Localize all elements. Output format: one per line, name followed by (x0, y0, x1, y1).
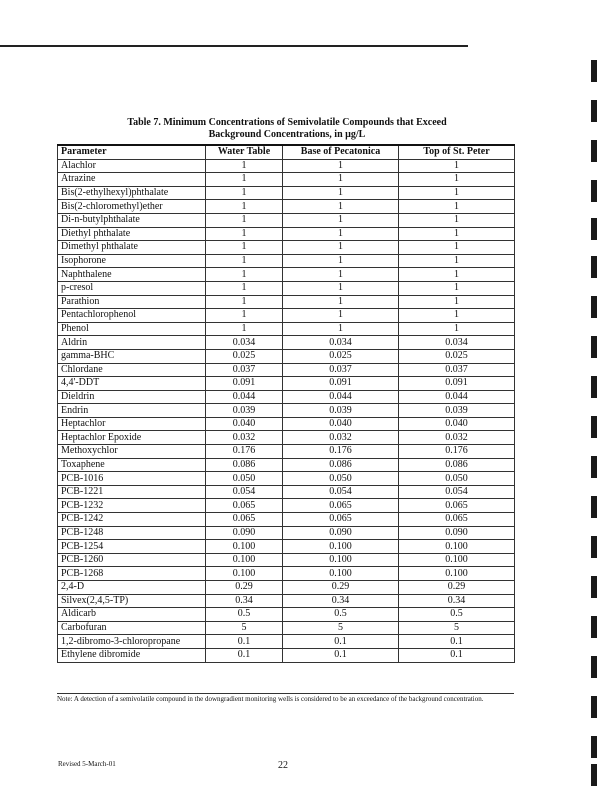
value-cell: 1 (206, 186, 283, 200)
value-cell: 0.29 (206, 581, 283, 595)
value-cell: 0.065 (283, 499, 399, 513)
table-row (58, 553, 515, 567)
table-row (58, 635, 515, 649)
table-row (58, 485, 515, 499)
value-cell: 0.039 (399, 404, 515, 418)
value-cell: 0.5 (399, 608, 515, 622)
value-cell: 0.034 (206, 336, 283, 350)
value-cell: 0.037 (206, 363, 283, 377)
parameter-cell: 4,4'-DDT (58, 377, 206, 391)
value-cell: 1 (399, 281, 515, 295)
table-row (58, 241, 515, 255)
table-row (58, 377, 515, 391)
value-cell: 0.100 (399, 553, 515, 567)
value-cell: 0.044 (206, 390, 283, 404)
edge-mark (591, 496, 597, 518)
header-top-of-st-peter: Top of St. Peter (399, 145, 515, 159)
value-cell: 0.1 (283, 648, 399, 662)
edge-mark (591, 180, 597, 202)
revision-date: Revised 5-March-01 (58, 760, 116, 768)
value-cell: 1 (283, 322, 399, 336)
parameter-cell: Toxaphene (58, 458, 206, 472)
table-row (58, 322, 515, 336)
table-row (58, 499, 515, 513)
edge-mark (591, 764, 597, 786)
edge-mark (591, 456, 597, 478)
value-cell: 0.044 (399, 390, 515, 404)
value-cell: 0.034 (399, 336, 515, 350)
value-cell: 0.050 (206, 472, 283, 486)
value-cell: 1 (283, 281, 399, 295)
value-cell: 1 (283, 200, 399, 214)
edge-mark (591, 696, 597, 718)
parameter-cell: PCB-1268 (58, 567, 206, 581)
edge-mark (591, 416, 597, 438)
value-cell: 0.037 (399, 363, 515, 377)
value-cell: 0.065 (206, 513, 283, 527)
value-cell: 0.086 (283, 458, 399, 472)
value-cell: 1 (399, 254, 515, 268)
value-cell: 0.039 (206, 404, 283, 418)
edge-mark (591, 336, 597, 358)
page-number: 22 (278, 760, 288, 771)
parameter-cell: Methoxychlor (58, 445, 206, 459)
table-row (58, 581, 515, 595)
parameter-cell: Chlordane (58, 363, 206, 377)
value-cell: 0.1 (283, 635, 399, 649)
value-cell: 1 (283, 295, 399, 309)
table-row (58, 295, 515, 309)
value-cell: 0.34 (206, 594, 283, 608)
value-cell: 1 (283, 268, 399, 282)
table-row (58, 648, 515, 662)
value-cell: 1 (283, 159, 399, 173)
parameter-cell: Atrazine (58, 173, 206, 187)
value-cell: 0.025 (399, 349, 515, 363)
parameter-cell: Dimethyl phthalate (58, 241, 206, 255)
value-cell: 1 (206, 159, 283, 173)
value-cell: 0.091 (206, 377, 283, 391)
table-row (58, 445, 515, 459)
value-cell: 1 (283, 227, 399, 241)
value-cell: 0.040 (399, 417, 515, 431)
value-cell: 5 (399, 621, 515, 635)
value-cell: 5 (283, 621, 399, 635)
top-rule (0, 45, 468, 47)
value-cell: 0.1 (206, 648, 283, 662)
parameter-cell: PCB-1242 (58, 513, 206, 527)
edge-mark (591, 218, 597, 240)
parameter-cell: gamma-BHC (58, 349, 206, 363)
table-row (58, 268, 515, 282)
table-row (58, 254, 515, 268)
edge-mark (591, 576, 597, 598)
header-water-table: Water Table (206, 145, 283, 159)
header-base-of-pecatonica: Base of Pecatonica (283, 145, 399, 159)
edge-mark (591, 536, 597, 558)
value-cell: 0.34 (283, 594, 399, 608)
value-cell: 0.037 (283, 363, 399, 377)
table-title-line-1: Table 7. Minimum Concentrations of Semivolatile Compounds that Exceed (127, 117, 447, 128)
parameter-cell: PCB-1016 (58, 472, 206, 486)
table-note: Note: A detection of a semivolatile compound in the downgradient monitoring wells is considered to be an exceedance of the background concentration. (57, 693, 514, 704)
value-cell: 0.34 (399, 594, 515, 608)
parameter-cell: Carbofuran (58, 621, 206, 635)
value-cell: 0.054 (206, 485, 283, 499)
value-cell: 0.29 (283, 581, 399, 595)
concentrations-table (57, 144, 515, 663)
value-cell: 0.032 (283, 431, 399, 445)
edge-mark (591, 100, 597, 122)
edge-mark (591, 736, 597, 758)
parameter-cell: Diethyl phthalate (58, 227, 206, 241)
value-cell: 1 (399, 186, 515, 200)
value-cell: 0.090 (399, 526, 515, 540)
value-cell: 1 (206, 241, 283, 255)
table-row (58, 594, 515, 608)
parameter-cell: Naphthalene (58, 268, 206, 282)
parameter-cell: PCB-1221 (58, 485, 206, 499)
value-cell: 0.025 (283, 349, 399, 363)
table-row (58, 159, 515, 173)
parameter-cell: Di-n-butylphthalate (58, 213, 206, 227)
parameter-cell: Heptachlor Epoxide (58, 431, 206, 445)
parameter-cell: 1,2-dibromo-3-chloropropane (58, 635, 206, 649)
value-cell: 1 (283, 213, 399, 227)
value-cell: 0.086 (206, 458, 283, 472)
value-cell: 0.044 (283, 390, 399, 404)
table-row (58, 349, 515, 363)
value-cell: 0.100 (283, 553, 399, 567)
table-row (58, 186, 515, 200)
table-title (60, 117, 514, 141)
value-cell: 0.176 (399, 445, 515, 459)
value-cell: 0.065 (206, 499, 283, 513)
table-row (58, 526, 515, 540)
table-title-line-2: Background Concentrations, in µg/L (208, 129, 366, 140)
value-cell: 0.050 (283, 472, 399, 486)
parameter-cell: Phenol (58, 322, 206, 336)
value-cell: 0.100 (399, 567, 515, 581)
value-cell: 5 (206, 621, 283, 635)
edge-mark (591, 60, 597, 82)
table-row (58, 281, 515, 295)
value-cell: 0.091 (399, 377, 515, 391)
value-cell: 0.065 (283, 513, 399, 527)
parameter-cell: Dieldrin (58, 390, 206, 404)
value-cell: 1 (399, 200, 515, 214)
header-parameter: Parameter (58, 145, 206, 159)
table-row (58, 200, 515, 214)
value-cell: 0.032 (399, 431, 515, 445)
value-cell: 0.100 (283, 567, 399, 581)
table-row (58, 567, 515, 581)
value-cell: 1 (399, 213, 515, 227)
value-cell: 1 (399, 173, 515, 187)
parameter-cell: Parathion (58, 295, 206, 309)
value-cell: 0.176 (206, 445, 283, 459)
value-cell: 0.050 (399, 472, 515, 486)
value-cell: 0.100 (206, 540, 283, 554)
table-row (58, 472, 515, 486)
parameter-cell: Bis(2-ethylhexyl)phthalate (58, 186, 206, 200)
table-row (58, 213, 515, 227)
value-cell: 0.100 (399, 540, 515, 554)
value-cell: 0.100 (206, 553, 283, 567)
value-cell: 1 (283, 186, 399, 200)
value-cell: 1 (206, 213, 283, 227)
value-cell: 0.040 (206, 417, 283, 431)
value-cell: 1 (206, 295, 283, 309)
parameter-cell: 2,4-D (58, 581, 206, 595)
value-cell: 0.1 (206, 635, 283, 649)
edge-mark (591, 256, 597, 278)
value-cell: 1 (283, 309, 399, 323)
table-row (58, 390, 515, 404)
value-cell: 1 (206, 254, 283, 268)
table-row (58, 227, 515, 241)
value-cell: 0.100 (283, 540, 399, 554)
parameter-cell: Alachlor (58, 159, 206, 173)
parameter-cell: p-cresol (58, 281, 206, 295)
parameter-cell: Bis(2-chloromethyl)ether (58, 200, 206, 214)
parameter-cell: Aldrin (58, 336, 206, 350)
parameter-cell: PCB-1248 (58, 526, 206, 540)
table-row (58, 608, 515, 622)
parameter-cell: Aldicarb (58, 608, 206, 622)
value-cell: 1 (206, 200, 283, 214)
value-cell: 0.176 (283, 445, 399, 459)
edge-mark (591, 616, 597, 638)
value-cell: 1 (399, 268, 515, 282)
parameter-cell: Pentachlorophenol (58, 309, 206, 323)
table-row (58, 336, 515, 350)
value-cell: 1 (206, 173, 283, 187)
value-cell: 1 (399, 322, 515, 336)
value-cell: 0.032 (206, 431, 283, 445)
value-cell: 1 (206, 227, 283, 241)
value-cell: 1 (399, 295, 515, 309)
table-row (58, 173, 515, 187)
value-cell: 1 (399, 241, 515, 255)
edge-mark (591, 656, 597, 678)
value-cell: 1 (399, 227, 515, 241)
table-row (58, 621, 515, 635)
value-cell: 0.29 (399, 581, 515, 595)
table-body (58, 159, 515, 662)
parameter-cell: PCB-1260 (58, 553, 206, 567)
parameter-cell: Silvex(2,4,5-TP) (58, 594, 206, 608)
table-row (58, 458, 515, 472)
value-cell: 1 (283, 241, 399, 255)
value-cell: 1 (206, 268, 283, 282)
parameter-cell: Ethylene dibromide (58, 648, 206, 662)
value-cell: 1 (399, 309, 515, 323)
edge-mark (591, 376, 597, 398)
table-row (58, 363, 515, 377)
value-cell: 0.025 (206, 349, 283, 363)
value-cell: 1 (399, 159, 515, 173)
value-cell: 1 (206, 281, 283, 295)
value-cell: 0.090 (206, 526, 283, 540)
parameter-cell: PCB-1232 (58, 499, 206, 513)
value-cell: 0.100 (206, 567, 283, 581)
value-cell: 1 (206, 309, 283, 323)
table-row (58, 540, 515, 554)
value-cell: 0.039 (283, 404, 399, 418)
scan-edge-marks (591, 60, 598, 790)
value-cell: 0.054 (283, 485, 399, 499)
parameter-cell: Heptachlor (58, 417, 206, 431)
table-row (58, 431, 515, 445)
value-cell: 0.090 (283, 526, 399, 540)
value-cell: 1 (283, 173, 399, 187)
table-row (58, 404, 515, 418)
value-cell: 0.1 (399, 635, 515, 649)
value-cell: 0.034 (283, 336, 399, 350)
value-cell: 0.065 (399, 499, 515, 513)
value-cell: 0.040 (283, 417, 399, 431)
value-cell: 0.065 (399, 513, 515, 527)
edge-mark (591, 296, 597, 318)
edge-mark (591, 140, 597, 162)
table-row (58, 513, 515, 527)
table-row (58, 309, 515, 323)
value-cell: 0.5 (283, 608, 399, 622)
value-cell: 0.1 (399, 648, 515, 662)
value-cell: 1 (283, 254, 399, 268)
value-cell: 0.054 (399, 485, 515, 499)
table-header-row (58, 145, 515, 159)
value-cell: 0.5 (206, 608, 283, 622)
value-cell: 0.086 (399, 458, 515, 472)
parameter-cell: PCB-1254 (58, 540, 206, 554)
value-cell: 1 (206, 322, 283, 336)
table-row (58, 417, 515, 431)
parameter-cell: Isophorone (58, 254, 206, 268)
value-cell: 0.091 (283, 377, 399, 391)
parameter-cell: Endrin (58, 404, 206, 418)
